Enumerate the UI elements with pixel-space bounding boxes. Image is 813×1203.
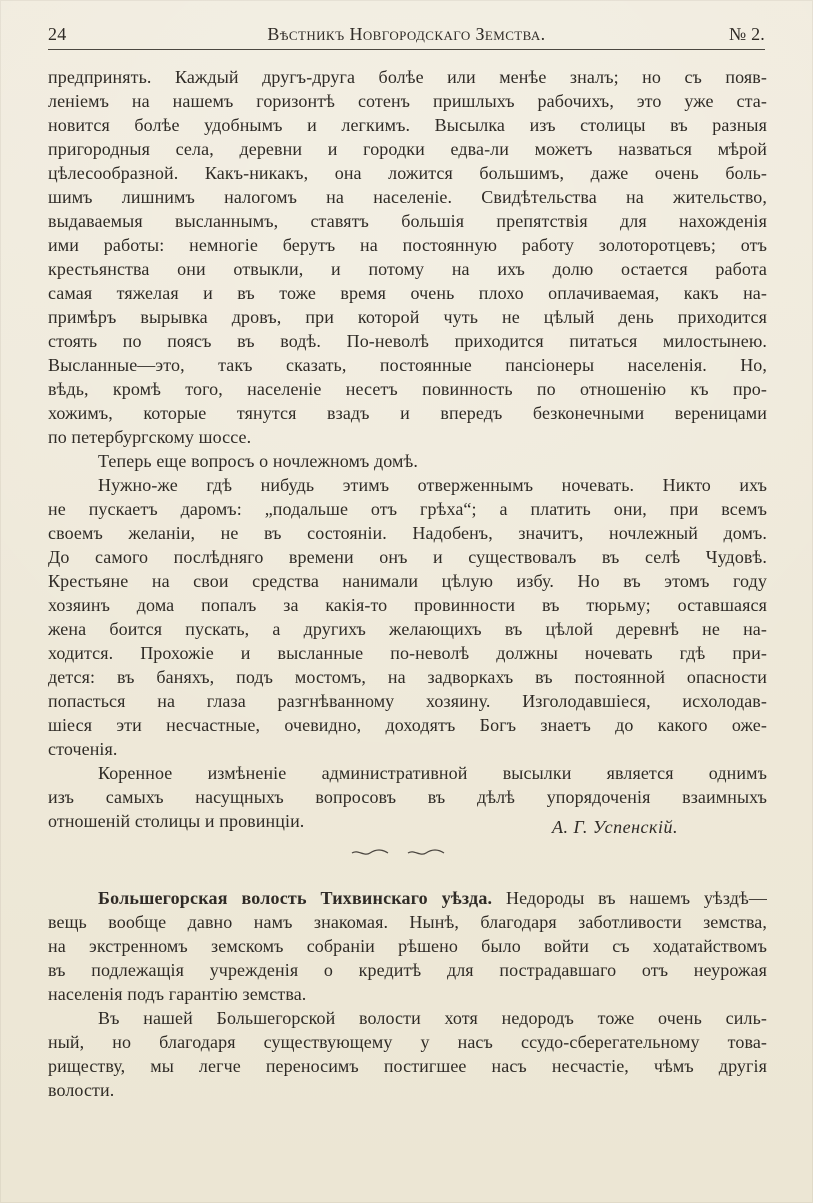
article-line: шимъ лишнимъ налогомъ на населеніе. Свидѣтельства на жительство, xyxy=(48,187,767,207)
header-rule xyxy=(48,49,765,50)
article-line: цѣлесообразной. Какъ-никакъ, она ложится большимъ, даже очень боль- xyxy=(48,163,767,183)
article-line: въ подлежащія учрежденія о кредитѣ для пострадавшаго отъ неурожая xyxy=(48,960,767,980)
article-line: жена боится пускать, а другихъ желающихъ въ цѣлой деревнѣ не на- xyxy=(48,619,767,639)
article-line: волости. xyxy=(48,1080,115,1100)
article-line: на экстренномъ земскомъ собраніи рѣшено было войти съ ходатайствомъ xyxy=(48,936,767,956)
article-line: До самого послѣдняго времени онъ и существовалъ въ селѣ Чудовѣ. xyxy=(48,547,767,567)
article-line: хозяинъ дома попалъ за какія-то провинности въ тюрьму; оставшаяся xyxy=(48,595,767,615)
article-line: риществу, мы легче переносимъ постигшее насъ несчастіе, чѣмъ другія xyxy=(48,1056,767,1076)
article-line: попасться на глаза разгнѣванному хозяину. Изголодавшіеся, исхолодав- xyxy=(48,691,767,711)
page-content xyxy=(48,65,767,1102)
article-line: отношеній столицы и провинціи. xyxy=(48,811,305,831)
paragraph-start-line: Нужно-же гдѣ нибудь этимъ отверженнымъ ночевать. Никто ихъ xyxy=(98,475,767,495)
article-line: ими работы: немногіе берутъ на постоянную работу золоторотцевъ; отъ xyxy=(48,235,767,255)
article-line: леніемъ на нашемъ горизонтѣ сотенъ пришлыхъ рабочихъ, это уже ста- xyxy=(48,91,767,111)
section-gap xyxy=(48,872,767,886)
article-line: населенія подъ гарантію земства. xyxy=(48,984,307,1004)
article-line: шіеся эти несчастные, очевидно, доходятъ Богъ знаетъ до какого оже- xyxy=(48,715,767,735)
article-line: ходится. Прохожіе и высланные по-неволѣ должны ночевать гдѣ при- xyxy=(48,643,767,663)
article-1 xyxy=(48,65,767,840)
article-line: вещь вообще давно намъ знакомая. Нынѣ, благодаря заботливости земства, xyxy=(48,912,767,932)
article-line: новится болѣе удобнымъ и легкимъ. Высылка изъ столицы въ разныя xyxy=(48,115,767,135)
article-line: выдаваемыя высланнымъ, ставятъ большія препятствія для нахожденія xyxy=(48,211,767,231)
article-line: пригородныя села, деревни и городки едва-ли можетъ назваться мѣрой xyxy=(48,139,767,159)
article-line: Недороды въ нашемъ уѣздѣ— xyxy=(505,888,767,908)
article-line: своемъ желаніи, не въ состояніи. Надобенъ, значитъ, ночлежный домъ. xyxy=(48,523,767,543)
article-line: примѣръ вырывка дровъ, при которой чуть не цѣлый день приходится xyxy=(48,307,767,327)
article-line: самая тяжелая и въ тоже время очень плохо оплачиваемая, какъ на- xyxy=(48,283,767,303)
paragraph-start-line: Теперь еще вопросъ о ночлежномъ домѣ. xyxy=(98,451,419,471)
signature-row xyxy=(48,809,767,840)
article-line: стоять по поясъ въ водѣ. По-неволѣ приходится питаться милостынею. xyxy=(48,331,767,351)
issue-number: № 2. xyxy=(729,24,765,44)
article-line: не пускаетъ даромъ: „подальше отъ грѣха“; а платить они, при всемъ xyxy=(48,499,767,519)
author-signature: А. Г. Успенскій. xyxy=(552,817,678,837)
article-line: хожимъ, которые тянутся взадъ и впередъ безконечными вереницами xyxy=(48,403,767,423)
journal-title: Вѣстникъ Новгородскаго Земства. xyxy=(267,24,546,44)
page-header xyxy=(48,22,765,46)
article-line: дется: въ баняхъ, подъ мостомъ, на задворкахъ въ постоянной опасности xyxy=(48,667,767,687)
section-title: Большегорская волость Тихвинскаго уѣзда. xyxy=(98,888,493,908)
article-line: сточенія. xyxy=(48,739,118,759)
paragraph-start-line: Коренное измѣненіе административной высылки является однимъ xyxy=(98,763,767,783)
paragraph-start-line: Въ нашей Большегорской волости хотя недородъ тоже очень силь- xyxy=(98,1008,767,1028)
article-line: изъ самыхъ насущныхъ вопросовъ въ дѣлѣ упорядоченія взаимныхъ xyxy=(48,787,767,807)
article-line: предпринять. Каждый другъ-друга болѣе или менѣе зналъ; но съ появ- xyxy=(48,67,767,87)
page-number: 24 xyxy=(48,24,67,44)
article-line: вѣдь, кромѣ того, населеніе несетъ повинность по отношенію къ про- xyxy=(48,379,767,399)
article-line: крестьянства они отвыкли, и потому на ихъ долю остается работа xyxy=(48,259,767,279)
article-line: Крестьяне на свои средства нанимали цѣлую избу. Но въ этомъ году xyxy=(48,571,767,591)
article-line: Высланные—это, такъ сказать, постоянные пансіонеры населенія. Но, xyxy=(48,355,767,375)
article-2 xyxy=(48,886,767,1102)
article-line: по петербургскому шоссе. xyxy=(48,427,252,447)
wavy-divider-icon xyxy=(350,844,446,860)
article-line: ный, но благодаря существующему у насъ ссудо-сберегательному това- xyxy=(48,1032,767,1052)
article-2-title-line xyxy=(48,886,767,910)
section-divider xyxy=(48,844,767,860)
